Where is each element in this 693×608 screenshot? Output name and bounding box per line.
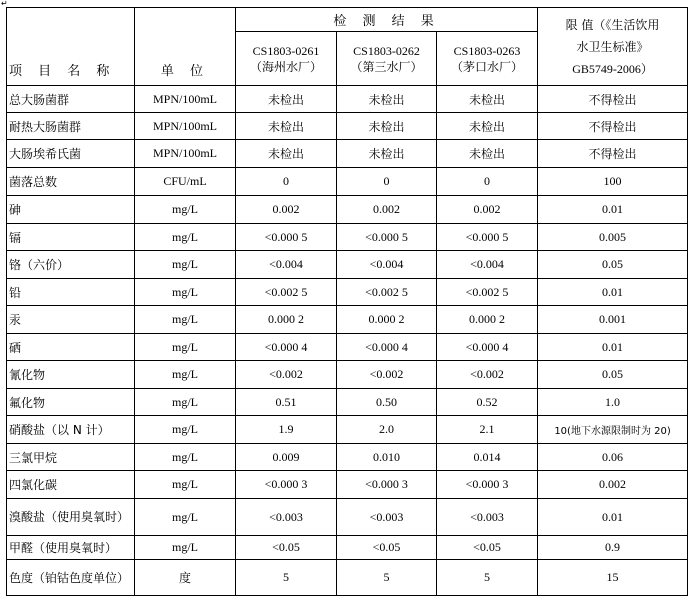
site-header-3 (437, 32, 538, 86)
result-cell-3: <0.000 5 (437, 224, 538, 251)
unit-cell: MPN/100mL (135, 140, 236, 168)
result-cell-2: 5 (337, 560, 437, 596)
table-row (7, 140, 688, 168)
limit-header (538, 8, 688, 86)
result-cell-1: <0.004 (236, 251, 337, 279)
item-name-cell: 氰化物 (7, 361, 135, 389)
item-name-cell: 铅 (7, 279, 135, 306)
result-cell-3: 0.52 (437, 389, 538, 416)
item-name-cell: 砷 (7, 196, 135, 224)
result-cell-3: 2.1 (437, 416, 538, 444)
table-row (7, 536, 688, 560)
result-cell-3: <0.000 3 (437, 471, 538, 499)
unit-cell: MPN/100mL (135, 86, 236, 113)
site-code-1: CS1803-0261 (252, 43, 320, 58)
result-cell-1: <0.003 (236, 499, 337, 536)
table-row (7, 279, 688, 306)
unit-cell: mg/L (135, 416, 236, 444)
limit-header-line3: GB5749-2006） (572, 61, 653, 76)
site-name-1: （海州水厂） (249, 59, 322, 74)
result-cell-3: <0.003 (437, 499, 538, 536)
result-cell-1: <0.000 4 (236, 334, 337, 361)
result-cell-1: <0.000 5 (236, 224, 337, 251)
table-row (7, 113, 688, 140)
limit-header-line2: 水卫生标准》 (576, 39, 649, 54)
table-row (7, 306, 688, 334)
result-cell-3: 未检出 (437, 86, 538, 113)
table-row (7, 560, 688, 596)
site-header-1 (236, 32, 337, 86)
result-cell-3: 0 (437, 168, 538, 196)
result-cell-2: <0.000 5 (337, 224, 437, 251)
result-cell-3: <0.05 (437, 536, 538, 560)
result-cell-1: 未检出 (236, 140, 337, 168)
item-name-cell: 甲醛（使用臭氧时） (7, 536, 135, 560)
table-row (7, 196, 688, 224)
unit-cell: mg/L (135, 389, 236, 416)
limit-cell: 15 (538, 560, 688, 596)
result-cell-1: 0 (236, 168, 337, 196)
result-cell-3: <0.002 5 (437, 279, 538, 306)
result-cell-1: 1.9 (236, 416, 337, 444)
result-cell-3: <0.004 (437, 251, 538, 279)
limit-cell: 0.01 (538, 279, 688, 306)
result-cell-1: 0.000 2 (236, 306, 337, 334)
limit-cell: 0.06 (538, 444, 688, 471)
result-cell-1: <0.000 3 (236, 471, 337, 499)
unit-header: 单 位 (135, 8, 236, 86)
site-header-2 (337, 32, 437, 86)
item-name-cell: 大肠埃希氏菌 (7, 140, 135, 168)
site-code-2: CS1803-0262 (353, 43, 420, 58)
unit-cell: mg/L (135, 536, 236, 560)
result-cell-2: <0.002 5 (337, 279, 437, 306)
result-cell-2: 未检出 (337, 113, 437, 140)
table-row (7, 444, 688, 471)
result-cell-2: <0.000 4 (337, 334, 437, 361)
result-cell-1: 0.002 (236, 196, 337, 224)
item-name-cell: 四氯化碳 (7, 471, 135, 499)
unit-cell: CFU/mL (135, 168, 236, 196)
site-name-3: （茅口水厂） (451, 59, 524, 74)
result-cell-3: 0.002 (437, 196, 538, 224)
paragraph-mark: ↵ (1, 0, 8, 8)
unit-cell: 度 (135, 560, 236, 596)
result-cell-2: 0.000 2 (337, 306, 437, 334)
result-cell-3: <0.000 4 (437, 334, 538, 361)
unit-cell: mg/L (135, 334, 236, 361)
unit-cell: mg/L (135, 196, 236, 224)
result-cell-1: <0.002 (236, 361, 337, 389)
site-name-2: （第三水厂） (350, 59, 423, 74)
item-name-header: 项 目 名 称 (7, 8, 135, 86)
unit-cell: mg/L (135, 471, 236, 499)
table-row (7, 168, 688, 196)
result-cell-2: <0.000 3 (337, 471, 437, 499)
unit-cell: mg/L (135, 306, 236, 334)
limit-cell: 0.01 (538, 334, 688, 361)
item-name-cell: 硒 (7, 334, 135, 361)
limit-cell: 0.01 (538, 499, 688, 536)
item-name-cell: 硝酸盐（以 N 计） (7, 416, 135, 444)
result-cell-1: <0.05 (236, 536, 337, 560)
item-name-cell: 总大肠菌群 (7, 86, 135, 113)
item-name-cell: 菌落总数 (7, 168, 135, 196)
result-cell-2: 0 (337, 168, 437, 196)
result-cell-2: <0.002 (337, 361, 437, 389)
limit-cell: 0.01 (538, 196, 688, 224)
table-row (7, 471, 688, 499)
limit-cell: 0.002 (538, 471, 688, 499)
unit-cell: mg/L (135, 279, 236, 306)
limit-cell: 0.001 (538, 306, 688, 334)
table-row (7, 389, 688, 416)
result-cell-2: 未检出 (337, 140, 437, 168)
item-name-cell: 色度（铂钴色度单位） (7, 560, 135, 596)
result-cell-2: <0.003 (337, 499, 437, 536)
item-name-cell: 溴酸盐（使用臭氧时） (7, 499, 135, 536)
item-name-cell: 耐热大肠菌群 (7, 113, 135, 140)
limit-cell: 100 (538, 168, 688, 196)
result-cell-3: 未检出 (437, 113, 538, 140)
unit-cell: mg/L (135, 224, 236, 251)
item-name-cell: 铬（六价） (7, 251, 135, 279)
item-name-cell: 镉 (7, 224, 135, 251)
result-cell-2: 0.50 (337, 389, 437, 416)
table-row (7, 86, 688, 113)
result-cell-1: 0.009 (236, 444, 337, 471)
limit-cell: 0.05 (538, 361, 688, 389)
table-row (7, 224, 688, 251)
result-cell-3: 未检出 (437, 140, 538, 168)
water-quality-table (6, 7, 688, 596)
limit-cell: 0.005 (538, 224, 688, 251)
result-cell-3: 5 (437, 560, 538, 596)
result-cell-2: 2.0 (337, 416, 437, 444)
unit-cell: mg/L (135, 499, 236, 536)
result-cell-2: 0.002 (337, 196, 437, 224)
result-cell-2: 未检出 (337, 86, 437, 113)
site-code-3: CS1803-0263 (453, 43, 521, 58)
limit-cell: 不得检出 (538, 86, 688, 113)
header-row-1 (7, 8, 688, 32)
table-row (7, 361, 688, 389)
result-cell-3: 0.014 (437, 444, 538, 471)
result-cell-1: <0.002 5 (236, 279, 337, 306)
result-cell-1: 0.51 (236, 389, 337, 416)
limit-cell: 不得检出 (538, 140, 688, 168)
unit-cell: MPN/100mL (135, 113, 236, 140)
result-cell-1: 5 (236, 560, 337, 596)
result-cell-2: <0.05 (337, 536, 437, 560)
item-name-cell: 三氯甲烷 (7, 444, 135, 471)
limit-cell: 0.05 (538, 251, 688, 279)
result-cell-1: 未检出 (236, 113, 337, 140)
limit-cell: 10(地下水源限制时为 20) (538, 416, 688, 444)
table-row (7, 251, 688, 279)
limit-cell: 1.0 (538, 389, 688, 416)
table-row (7, 416, 688, 444)
limit-header-line1: 限 值（《生活饮用 (565, 17, 660, 32)
result-cell-3: <0.002 (437, 361, 538, 389)
table-row (7, 334, 688, 361)
result-cell-3: 0.000 2 (437, 306, 538, 334)
result-cell-2: 0.010 (337, 444, 437, 471)
limit-cell: 不得检出 (538, 113, 688, 140)
limit-cell: 0.9 (538, 536, 688, 560)
result-cell-1: 未检出 (236, 86, 337, 113)
item-name-cell: 汞 (7, 306, 135, 334)
unit-cell: mg/L (135, 251, 236, 279)
results-title: 检 测 结 果 (236, 8, 538, 32)
table-row (7, 499, 688, 536)
unit-cell: mg/L (135, 361, 236, 389)
unit-cell: mg/L (135, 444, 236, 471)
item-name-cell: 氟化物 (7, 389, 135, 416)
result-cell-2: <0.004 (337, 251, 437, 279)
